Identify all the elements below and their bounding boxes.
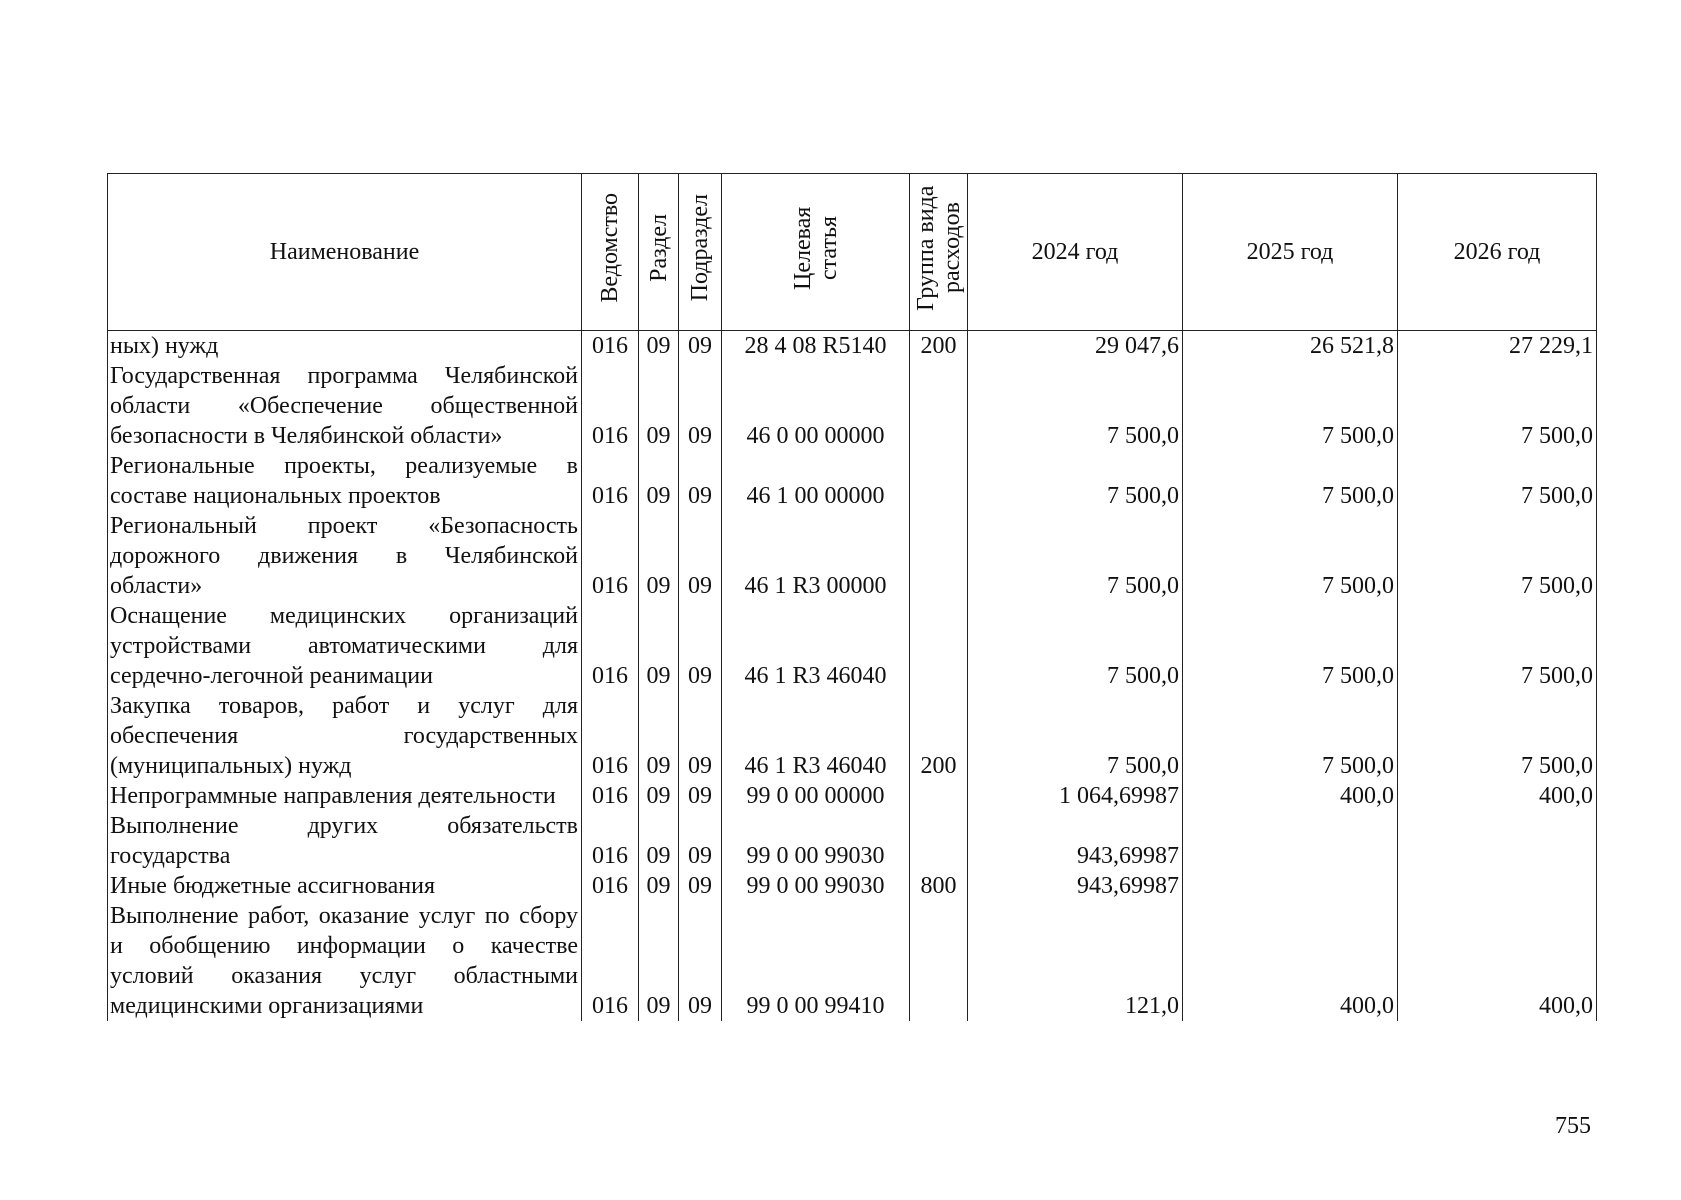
row-amount-2026: 400,0 (1398, 781, 1597, 811)
row-amount-2024: 121,0 (968, 901, 1183, 1021)
header-name: Наименование (108, 174, 582, 331)
row-amount-2025: 7 500,0 (1183, 511, 1398, 601)
row-target-article: 99 0 00 99030 (722, 811, 910, 871)
row-expense-group: 200 (910, 691, 968, 781)
row-amount-2024: 7 500,0 (968, 601, 1183, 691)
header-2025: 2025 год (1183, 174, 1398, 331)
row-section: 09 (639, 871, 679, 901)
row-subsection: 09 (679, 781, 722, 811)
row-amount-2026 (1398, 811, 1597, 871)
row-section: 09 (639, 601, 679, 691)
row-amount-2024: 7 500,0 (968, 451, 1183, 511)
row-amount-2024: 943,69987 (968, 871, 1183, 901)
row-amount-2024: 7 500,0 (968, 691, 1183, 781)
row-subsection: 09 (679, 511, 722, 601)
table-row (108, 901, 1597, 1021)
row-subsection: 09 (679, 691, 722, 781)
row-name: Выполнение других обязательств государства (108, 811, 582, 871)
row-target-article: 46 1 00 00000 (722, 451, 910, 511)
row-name: ных) нужд (108, 331, 582, 362)
row-amount-2025: 7 500,0 (1183, 361, 1398, 451)
row-department: 016 (582, 601, 639, 691)
row-expense-group (910, 361, 968, 451)
table-row (108, 331, 1597, 362)
row-department: 016 (582, 691, 639, 781)
row-name: Закупка товаров, работ и услуг для обеспечения государственных (муниципальных) нужд (108, 691, 582, 781)
row-amount-2026: 400,0 (1398, 901, 1597, 1021)
table-header-row (108, 174, 1597, 331)
row-target-article: 46 1 R3 46040 (722, 601, 910, 691)
row-expense-group: 200 (910, 331, 968, 362)
row-department: 016 (582, 901, 639, 1021)
table-body (108, 331, 1597, 1022)
page-number: 755 (1555, 1113, 1591, 1139)
table-row (108, 781, 1597, 811)
header-section: Раздел (639, 174, 679, 331)
row-department: 016 (582, 361, 639, 451)
row-subsection: 09 (679, 601, 722, 691)
row-target-article: 46 1 R3 00000 (722, 511, 910, 601)
row-section: 09 (639, 811, 679, 871)
row-subsection: 09 (679, 811, 722, 871)
row-name: Выполнение работ, оказание услуг по сбору и обобщению информации о качестве условий оказания услуг областными медицинскими организациями (108, 901, 582, 1021)
row-amount-2025 (1183, 811, 1398, 871)
row-name: Иные бюджетные ассигнования (108, 871, 582, 901)
row-name: Государственная программа Челябинской области «Обеспечение общественной безопасности в Челябинской области» (108, 361, 582, 451)
row-target-article: 46 1 R3 46040 (722, 691, 910, 781)
row-expense-group (910, 451, 968, 511)
table-row (108, 361, 1597, 451)
row-amount-2026 (1398, 871, 1597, 901)
row-amount-2024: 7 500,0 (968, 361, 1183, 451)
row-amount-2025: 400,0 (1183, 901, 1398, 1021)
row-section: 09 (639, 691, 679, 781)
row-department: 016 (582, 331, 639, 362)
budget-table (107, 173, 1597, 1021)
row-department: 016 (582, 511, 639, 601)
row-section: 09 (639, 511, 679, 601)
row-subsection: 09 (679, 871, 722, 901)
row-department: 016 (582, 781, 639, 811)
table-row (108, 451, 1597, 511)
header-subsection: Подраздел (679, 174, 722, 331)
row-target-article: 99 0 00 99030 (722, 871, 910, 901)
row-expense-group (910, 781, 968, 811)
table-row (108, 871, 1597, 901)
table-row (108, 811, 1597, 871)
row-amount-2025: 7 500,0 (1183, 691, 1398, 781)
row-target-article: 46 0 00 00000 (722, 361, 910, 451)
row-department: 016 (582, 811, 639, 871)
row-name: Региональные проекты, реализуемые в составе национальных проектов (108, 451, 582, 511)
row-expense-group (910, 811, 968, 871)
table-row (108, 691, 1597, 781)
header-expense-group: Группа вида расходов (910, 174, 968, 331)
row-amount-2025: 400,0 (1183, 781, 1398, 811)
row-target-article: 99 0 00 00000 (722, 781, 910, 811)
row-section: 09 (639, 451, 679, 511)
row-section: 09 (639, 901, 679, 1021)
row-amount-2026: 7 500,0 (1398, 601, 1597, 691)
row-section: 09 (639, 361, 679, 451)
row-expense-group: 800 (910, 871, 968, 901)
row-department: 016 (582, 871, 639, 901)
row-target-article: 28 4 08 R5140 (722, 331, 910, 362)
row-amount-2026: 27 229,1 (1398, 331, 1597, 362)
header-target-article: Целевая статья (722, 174, 910, 331)
row-amount-2026: 7 500,0 (1398, 511, 1597, 601)
row-amount-2025: 7 500,0 (1183, 451, 1398, 511)
row-amount-2026: 7 500,0 (1398, 451, 1597, 511)
header-department: Ведомство (582, 174, 639, 331)
table-row (108, 601, 1597, 691)
row-expense-group (910, 511, 968, 601)
row-name: Региональный проект «Безопасность дорожного движения в Челябинской области» (108, 511, 582, 601)
row-amount-2024: 1 064,69987 (968, 781, 1183, 811)
row-department: 016 (582, 451, 639, 511)
row-amount-2026: 7 500,0 (1398, 691, 1597, 781)
row-subsection: 09 (679, 331, 722, 362)
header-2026: 2026 год (1398, 174, 1597, 331)
row-expense-group (910, 601, 968, 691)
table-row (108, 511, 1597, 601)
row-amount-2024: 943,69987 (968, 811, 1183, 871)
row-subsection: 09 (679, 451, 722, 511)
row-amount-2025 (1183, 871, 1398, 901)
row-amount-2025: 26 521,8 (1183, 331, 1398, 362)
row-amount-2024: 7 500,0 (968, 511, 1183, 601)
row-subsection: 09 (679, 361, 722, 451)
row-subsection: 09 (679, 901, 722, 1021)
row-section: 09 (639, 781, 679, 811)
row-expense-group (910, 901, 968, 1021)
row-name: Оснащение медицинских организаций устройствами автоматическими для сердечно-легочной реанимации (108, 601, 582, 691)
row-amount-2026: 7 500,0 (1398, 361, 1597, 451)
row-amount-2025: 7 500,0 (1183, 601, 1398, 691)
row-name: Непрограммные направления деятельности (108, 781, 582, 811)
row-amount-2024: 29 047,6 (968, 331, 1183, 362)
row-target-article: 99 0 00 99410 (722, 901, 910, 1021)
header-2024: 2024 год (968, 174, 1183, 331)
row-section: 09 (639, 331, 679, 362)
